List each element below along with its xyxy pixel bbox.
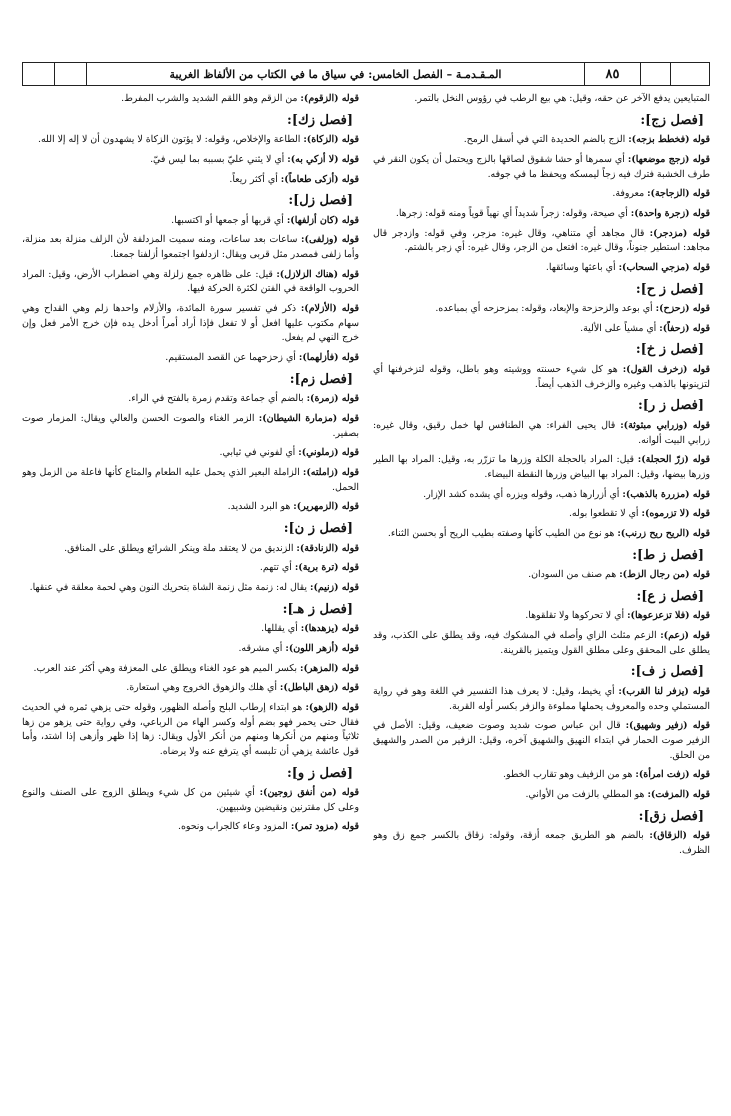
right-column — [373, 92, 710, 1102]
glossary-entry — [22, 581, 359, 596]
glossary-entry — [373, 788, 710, 803]
entry-definition: أي يخيط، وقيل: لا يعرف هذا التفسير في اللغة وهو في رواية المستملي وحده والمعروف يحملها مملوءة والزفر بكسر أوله القربة. — [373, 685, 710, 712]
glossary-entry — [373, 829, 710, 858]
glossary-entry — [373, 629, 710, 658]
entry-term: قوله (الزنادقة): — [296, 542, 359, 554]
section-heading: [فصل ز ن]: — [283, 521, 353, 537]
entry-definition: قال يحيى الفراء: هي الطنافس لها خمل رقيق، وقال غيره: زرابي البيت ألوانه. — [373, 419, 710, 446]
entry-definition: هو المطلي بالزفت من الأواني. — [525, 788, 648, 800]
glossary-entry — [373, 133, 710, 148]
glossary-entry — [373, 92, 710, 107]
glossary-entry — [22, 302, 359, 346]
entry-term: قوله (من أنفق زوجين): — [259, 787, 359, 799]
glossary-entry — [22, 268, 359, 297]
entry-term: قوله (زنيم): — [309, 581, 359, 593]
entry-definition: الطاعة والإخلاص، وقوله: لا يؤتون الزكاة لا يشهدون أن لا إله إلا الله. — [38, 134, 304, 146]
entry-term: قوله (المزفت): — [647, 788, 710, 800]
entry-term: قوله (هناك الزلازل): — [276, 268, 359, 280]
glossary-entry — [373, 719, 710, 763]
entry-definition: أي باعثها وسائقها. — [545, 261, 619, 273]
header-empty-cell — [55, 63, 87, 85]
running-title: المـقـدمـة – الفصل الخامس: في سياق ما في الكتاب من الألفاظ الغريبة — [87, 63, 585, 85]
entry-term: قوله (فلا تزعزعوها): — [627, 610, 710, 622]
glossary-entry — [373, 419, 710, 448]
entry-term: قوله (الأزلام): — [300, 303, 359, 315]
entry-definition: هو ابتداء إرطاب البلح وأصله الظهور، وقوله حتى يزهي ثمره في الحديث فقال حتى يحمر فهو بضم أوله وكسر الهاء من الرباعي، وفي رواية حتى يزهو من زها ثلاثياً ومنهم من أنكرها ومنهم من أنكر الأول ويقال: زها إذا ظهر وأزهى إذا اشتد، وأما قول عائشة يزهي أن تلبسه أي يترفع عنه ولا يرضاه. — [22, 701, 359, 757]
entry-definition: أي قربها أو جمعها أو اكتسبها. — [171, 214, 287, 226]
section-heading: [فصل زك]: — [287, 112, 353, 128]
entry-definition: الزمر الغناء والصوت الحسن والعالي ويقال: المزمار صوت بصفير. — [22, 413, 359, 439]
entry-definition: ذكر في تفسير سورة المائدة، والأزلام واحدها زلم وهي القداح وهي سهام مكتوب عليها افعل أو لا تفعل فإذا أراد أمراً أدخل يده فإن خرج الأمر فعل وإن خرج النهي لم يفعل. — [22, 303, 359, 344]
section-heading: [فصل ز و]: — [286, 765, 353, 781]
section-heading: [فصل ز خ]: — [635, 342, 704, 358]
entry-term: قوله (زحزح): — [655, 303, 710, 315]
entry-definition: المتبايعين يدفع الآخر عن حقه، وقيل: هي بيع الرطب في رؤوس النخل بالتمر. — [414, 93, 710, 104]
entry-definition: أي أزرارها ذهب، وقوله ويزره أي يشده كشد الإزار. — [423, 488, 623, 500]
entry-term: قوله (مزمارة الشيطان): — [258, 413, 359, 425]
entry-term: قوله (زفير وشهيق): — [625, 720, 710, 732]
entry-term: قوله (زجج موضعها): — [627, 153, 710, 165]
section-heading: [فصل ز ع]: — [636, 588, 704, 604]
entry-definition: أي هلك والزهوق الخروج وهي استعارة. — [126, 682, 280, 694]
entry-definition: هو كل شيء حسنته ووشيته وهو باطل، وقوله لتزخرفنها أي لتزينونها بالذهب وغيره والزخرف الذهب أيضاً. — [373, 364, 710, 390]
glossary-entry — [22, 500, 359, 515]
entry-term: قوله (وزلفى): — [301, 234, 359, 246]
entry-definition: أي بوعد والزحزحة والإبعاد، وقوله: بمزحزحه أي بمباعده. — [435, 303, 656, 315]
entry-definition: المزود وعاء كالجراب ونحوه. — [178, 821, 291, 833]
entry-definition: الزعم مثلث الزاي وأصله في المشكوك فيه، وقد يطلق على الكذب، وقد يطلق على المحقق وعلى مطلق القول ويتميز بالقرينة. — [373, 630, 710, 656]
glossary-entry — [373, 453, 710, 482]
glossary-entry — [22, 622, 359, 637]
entry-term: قوله (ترة برية): — [294, 562, 359, 574]
entry-term: قوله (فأزلهما): — [298, 352, 359, 364]
section-heading: [فصل زج]: — [640, 112, 704, 128]
glossary-entry — [22, 173, 359, 188]
header-empty-cell — [671, 63, 709, 85]
entry-definition: من الزقم وهو اللقم الشديد والشرب المفرط. — [121, 93, 301, 104]
entry-term: قوله (المزهر): — [300, 662, 359, 674]
entry-definition: ساعات بعد ساعات، ومنه سميت المزدلفة لأن الزلف منزلة بعد منزلة، وأما زلفى فمصدر مثل قربى ويقال: ازدلفوا اجتمعوا أزلفنا جمعنا. — [22, 234, 359, 261]
entry-definition: بكسر الميم هو عود الغناء ويطلق على المعزفة وهي أكثر عند العرب. — [33, 662, 301, 674]
glossary-entry — [22, 542, 359, 557]
section-heading: [فصل ز هـ]: — [282, 601, 353, 617]
entry-definition: أي مشرقه. — [238, 642, 286, 654]
entry-term: قوله (كان أزلفها): — [286, 214, 359, 226]
entry-definition: قيل: المراد بالحجلة الكلة وزرها ما تزرّر به، وقيل: المراد بها الطير وزرها بيضها، وقيل: المراد بها البياض وزرها النقطة البيضاء. — [373, 454, 710, 480]
glossary-entry — [373, 609, 710, 624]
entry-term: قوله (من رجال الزط): — [619, 569, 710, 581]
glossary-entry — [373, 261, 710, 276]
entry-definition: أي يقللها. — [261, 623, 301, 635]
entry-term: قوله (زاملته): — [302, 467, 359, 479]
glossary-entry — [22, 412, 359, 441]
entry-term: قوله (زهق الباطل): — [279, 682, 359, 694]
entry-term: قوله (لا أزكي به): — [287, 153, 359, 165]
glossary-entry — [373, 363, 710, 392]
entry-term: قوله (فخطط بزجه): — [628, 134, 710, 146]
entry-definition: معروفة. — [612, 188, 648, 200]
section-heading: [فصل زل]: — [288, 193, 353, 209]
glossary-entry — [22, 446, 359, 461]
glossary-entry — [22, 786, 359, 815]
entry-definition: الزاملة البعير الذي يحمل عليه الطعام والمتاع كأنها فاعلة من الزمل وهو الحمل. — [22, 467, 359, 493]
entry-definition: الزج بالضم الحديدة التي في أسفل الرمح. — [463, 134, 629, 146]
glossary-entry — [22, 133, 359, 148]
entry-definition: أي أكثر ريعاً. — [229, 173, 281, 185]
section-heading: [فصل زق]: — [638, 808, 704, 824]
header-empty-cell — [23, 63, 55, 85]
entry-term: قوله (الزجاجة): — [647, 188, 710, 200]
entry-term: قوله (زملوني): — [298, 447, 359, 459]
entry-term: قوله (زفت امرأة): — [635, 769, 710, 781]
glossary-entry — [22, 214, 359, 229]
header-empty-cell — [641, 63, 671, 85]
entry-term: قوله (الزكاة): — [303, 134, 359, 146]
entry-term: قوله (الريح ريح زرنب): — [617, 527, 710, 539]
entry-definition: أي لفوني في ثيابي. — [219, 447, 299, 459]
entry-definition: أي صيحة، وقوله: زجراً شديداً أي نهياً قوياً ومنه قوله: زجرها. — [395, 207, 631, 219]
glossary-entry — [373, 568, 710, 583]
entry-term: قوله (الزهو): — [305, 701, 359, 713]
glossary-entry — [22, 466, 359, 495]
glossary-entry — [22, 662, 359, 677]
glossary-entry — [22, 820, 359, 835]
glossary-entry — [373, 322, 710, 337]
glossary-entry — [22, 642, 359, 657]
glossary-entry — [22, 701, 359, 760]
entry-term: قوله (زعم): — [660, 630, 710, 642]
glossary-entry — [373, 153, 710, 182]
page-header — [22, 62, 710, 86]
section-heading: [فصل ز ر]: — [637, 398, 704, 414]
entry-term: قوله (زخرف القول): — [622, 364, 710, 376]
entry-term: قوله (الزمهرير): — [293, 501, 359, 513]
left-column — [22, 92, 359, 1102]
entry-term: قوله (زرّ الحجلة): — [637, 454, 710, 466]
entry-term: قوله (زحفاً): — [659, 322, 710, 334]
entry-term: قوله (أزهر اللون): — [285, 642, 359, 654]
entry-term: قوله (مزود تمر): — [290, 821, 359, 833]
glossary-entry — [22, 392, 359, 407]
glossary-entry — [22, 233, 359, 262]
entry-term: قوله (وزرابي مبثوثة): — [620, 419, 710, 431]
glossary-entry — [373, 227, 710, 256]
glossary-entry — [373, 768, 710, 783]
glossary-entry — [373, 685, 710, 714]
glossary-entry — [373, 187, 710, 202]
entry-definition: هو من الزفيف وهو تقارب الخطو. — [503, 769, 636, 781]
glossary-entry — [22, 561, 359, 576]
entry-definition: أي لا تحركوها ولا تقلقوها. — [525, 610, 628, 622]
glossary-entry — [22, 351, 359, 366]
entry-definition: أي لا يثني عليّ بسببه بما ليس فيّ. — [150, 153, 288, 165]
entry-definition: أي مشياً على الألية. — [580, 322, 660, 334]
glossary-entry — [22, 681, 359, 696]
entry-definition: أي شيئين من كل شيء ويطلق الزوج على الصنف والنوع وعلى كل مقترنين ونقيضين وشبيهين. — [22, 787, 359, 813]
entry-term: قوله (مزجي السحاب): — [618, 261, 710, 273]
entry-definition: أي لا تقطعوا بوله. — [568, 508, 642, 520]
entry-definition: قال ابن عباس صوت شديد وصوت ضعيف، وقيل: الأصل في الزفير صوت الحمار في ابتداء النهيق والشهيق آخره، وقيل: الزفير من الصدر والشهيق من الحلق. — [373, 720, 710, 761]
entry-definition: بالضم هو الطريق جمعه أزقة، وقوله: زقاق بالكسر جمع زق وهو الظرف. — [373, 830, 710, 856]
entry-term: قوله (مزدجر): — [649, 227, 710, 239]
entry-term: قوله (يزفر لنا القرب): — [618, 685, 710, 697]
glossary-entry — [22, 153, 359, 168]
section-heading: [فصل ز ط]: — [632, 547, 704, 563]
glossary-entry — [373, 527, 710, 542]
page-number: ٨٥ — [585, 63, 641, 85]
entry-definition: هو نوع من الطيب كأنها وصفته بطيب الريح أو بحسن الثناء. — [387, 527, 618, 539]
entry-definition: قيل: على ظاهره جمع زلزلة وهي اضطراب الأرض، وقيل: المراد الحروب الواقعة في الفتن لكثرة الحركة فيها. — [22, 268, 359, 295]
entry-definition: هم صنف من السودان. — [528, 569, 620, 581]
glossary-entry — [373, 507, 710, 522]
entry-definition: أي تتهم. — [259, 562, 295, 574]
entry-term: قوله (زجرة واحدة): — [630, 207, 710, 219]
entry-definition: أي سمرها أو حشا شقوق لصاقها بالزج ويحتمل أن يكون النقر في طرف الخشبة فترك فيه زجاً ليمسكه ويحفظ ما في جوفه. — [373, 153, 710, 180]
entry-definition: بالضم أي جماعة وتقدم زمرة بالفتح في الراء. — [128, 393, 307, 405]
section-heading: [فصل ز ف]: — [630, 664, 704, 680]
entry-term: قوله (يزهدها): — [300, 623, 359, 635]
glossary-entry — [22, 92, 359, 107]
entry-definition: أي زحزحهما عن القصد المستقيم. — [165, 352, 299, 364]
entry-term: قوله (مزررة بالذهب): — [622, 488, 710, 500]
entry-term: قوله (الزقاق): — [649, 830, 710, 842]
entry-term: قوله (أزكى طعاماً): — [280, 173, 359, 185]
text-columns — [22, 92, 710, 1102]
entry-term: قوله (لا تزرموه): — [641, 508, 710, 520]
entry-definition: قال مجاهد أي متناهي، وقال غيره: مزجر، وفي قوله: وازدجر قال مجاهد: استطير جنوناً، وقال غيره: افتعل من الزجر، وقال غيره: أي زجر بالشتم. — [373, 227, 710, 254]
glossary-entry — [373, 302, 710, 317]
entry-term: قوله (زمرة): — [306, 393, 359, 405]
entry-definition: هو البرد الشديد. — [227, 501, 294, 513]
glossary-entry — [373, 207, 710, 222]
section-heading: [فصل زم]: — [289, 371, 353, 387]
entry-definition: يقال له: زنمة مثل زنمة الشاة بتحريك النون وهي لحمة معلقة في عنقها. — [29, 581, 310, 593]
section-heading: [فصل ز ح]: — [635, 281, 704, 297]
entry-definition: الزنديق من لا يعتقد ملة وينكر الشرائع ويطلق على المنافق. — [64, 542, 297, 554]
glossary-entry — [373, 488, 710, 503]
entry-term: قوله (الزقوم): — [300, 93, 359, 104]
